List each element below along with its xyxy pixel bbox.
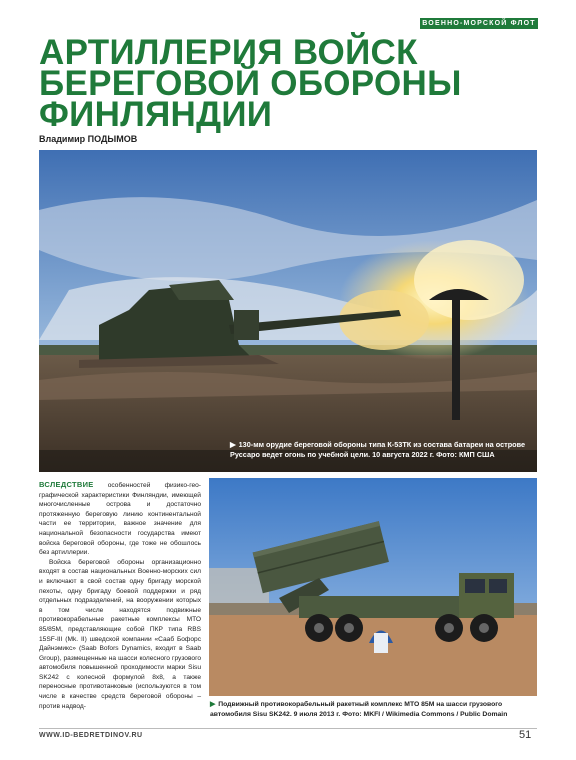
paragraph-2: Войска береговой обороны организационно входят в состав национальных Военно-морских сил и включают в свой состав одну бригаду морской пехоты, одну бригаду боевой поддержки и ряд отдельных подразделений, на вооружении которых в том числе находятся подвижные противокорабельные ракетные комплексы МТО 85/85М, представляющие собой ПКР типа RBS 15SF-III (Mk. II) шведской компании «Сааб Бофорс Дайнэмикс» (Saab Bofors Dynamics, входит в Saab Group), размещенные на шасси колесного грузового автомобиля повышенной проходимости марки Sisu SK242 с колесной формулой 8х8, а также переносные противотанковые (используются в том числе в качестве средств береговой обороны – против надвод- xyxy=(39,558,201,710)
page-number: 51 xyxy=(519,729,532,741)
missile-launcher-photo xyxy=(209,478,537,696)
footer-divider xyxy=(39,728,537,729)
paragraph-1-text: особенностей физико-географической характеристики Финляндии, имеющей многочисленные острова и достаточно протяженную береговую линию континентальной части ее территории, важное значение для национальной безопасности государства имеют войска береговой обороны, где тоже не обошлось без артиллерии. xyxy=(39,482,201,557)
photo1-caption xyxy=(230,440,530,460)
author-first-name: Владимир xyxy=(39,134,86,144)
author-byline xyxy=(39,134,137,144)
author-last-name: ПОДЫМОВ xyxy=(87,134,138,144)
caption-arrow-icon: ▶ xyxy=(210,701,216,708)
footer-url[interactable]: WWW.ID-BEDRETDINOV.RU xyxy=(39,732,143,739)
paragraph-1 xyxy=(39,480,201,558)
section-tag: ВОЕННО-МОРСКОЙ ФЛОТ xyxy=(420,18,538,29)
lead-word: ВСЛЕДСТВИЕ xyxy=(39,480,94,489)
photo2-caption xyxy=(210,700,538,719)
photo1-caption-text: 130-мм орудие береговой обороны типа К-53ТК из состава батареи на острове Руссаро ведет огонь по учебной цели. 10 августа 2022 г. Фото: КМП США xyxy=(230,440,526,459)
photo2-caption-text: Подвижный противокорабельный ракетный комплекс МТО 85М на шасси грузового автомобиля Sisu SK242. 9 июля 2013 г. Фото: MKFI / Wikimedia Commons / Public Domain xyxy=(210,701,508,718)
coastal-gun-photo xyxy=(39,150,537,472)
article-body xyxy=(39,480,201,711)
article-title: АРТИЛЛЕРИЯ ВОЙСК БЕРЕГОВОЙ ОБОРОНЫ ФИНЛЯНДИИ xyxy=(39,33,462,134)
caption-arrow-icon: ▶ xyxy=(230,440,236,449)
